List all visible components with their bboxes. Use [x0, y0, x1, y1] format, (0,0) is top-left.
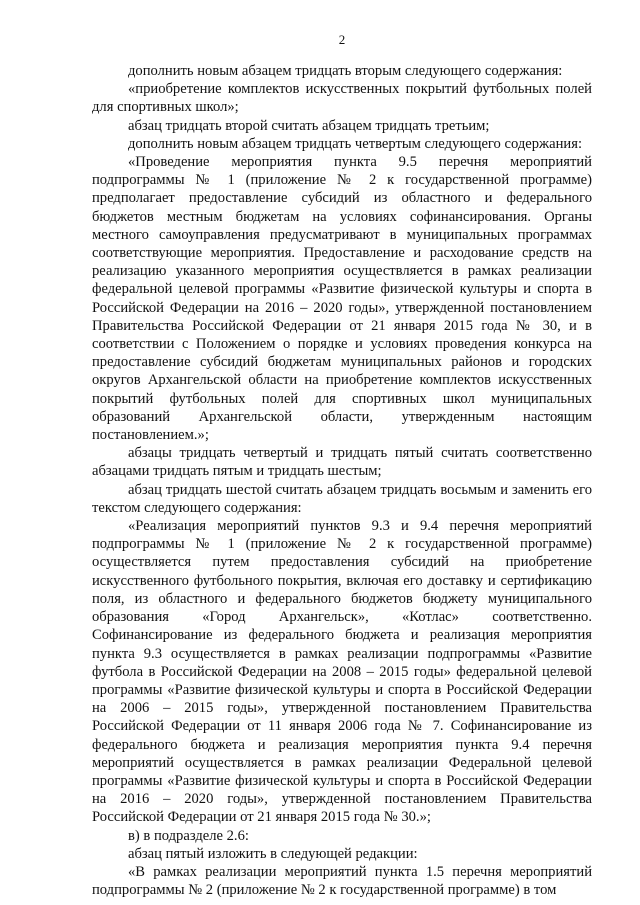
paragraph: абзац тридцать второй считать абзацем тридцать третьим; — [128, 117, 490, 134]
paragraph: абзацы тридцать четвертый и тридцать пятый считать соответственно абзацами тридцать пятым и тридцать шестым; — [92, 445, 592, 480]
paragraph: дополнить новым абзацем тридцать вторым следующего содержания: — [128, 63, 563, 79]
document-body — [92, 62, 592, 899]
paragraph: в) в подразделе 2.6: — [128, 827, 249, 844]
paragraph: «приобретение комплектов искусственных покрытий футбольных полей для спортивных школ»; — [92, 81, 592, 116]
paragraph: «В рамках реализации мероприятий пункта 1.5 перечня мероприятий подпрограммы № 2 (приложение № 2 к государственной программе) в том — [92, 863, 592, 899]
paragraph: абзац пятый изложить в следующей редакции: — [128, 845, 418, 862]
page-number: 2 — [338, 32, 346, 47]
paragraph: дополнить новым абзацем тридцать четвертым следующего содержания: — [128, 135, 583, 152]
paragraph: абзац тридцать шестой считать абзацем тридцать восьмым и заменить его текстом следующего содержания: — [92, 481, 592, 516]
paragraph: «Реализация мероприятий пунктов 9.3 и 9.4 перечня мероприятий подпрограммы № 1 (приложение № 2 к государственной программе) осуществляется путем предоставления субсидий на приобретение искусственного футбольного покрытия, включая его доставку и сертификацию поля, из областного и федерального бюджетов бюджету муниципального образования «Город Архангельск», «Котлас» соответственно. Софинансирование из федерального бюджета и реализация мероприятия пункта 9.3 осуществляется в рамках реализации подпрограммы «Развитие футбола в Российской Федерации на 2008 – 2015 годы» федеральной целевой программы «Развитие физической культуры и спорта в Российской Федерации на 2006 – 2015 годы», утвержденной постановлением Правительства Российской Федерации от 11 января 2006 года № 7. Софинансирование из федерального бюджета и реализация мероприятия пункта 9.4 перечня мероприятий осуществляется в рамках реализации Федеральной целевой программы «Развитие физической культуры и спорта в Российской Федерации на 2016 – 2020 годы», утвержденной постановлением Правительства Российской Федерации от 21 января 2015 года № 30.»; — [92, 518, 592, 826]
paragraph: «Проведение мероприятия пункта 9.5 перечня мероприятий подпрограммы № 1 (приложение № 2 к государственной программе) предполагает предоставление субсидий из областного и федерального бюджетов местным бюджетам на условиях софинансирования. Органы местного самоуправления предусматривают в муниципальных программах соответствующие мероприятия. Предоставление и расходование средств на реализацию указанного мероприятия осуществляется в рамках реализации федеральной целевой программы «Развитие физической культуры и спорта в Российской Федерации на 2016 – 2020 годы», утвержденной постановлением Правительства Российской Федерации от 21 января 2015 года № 30, и в соответствии с Положением о порядке и условиях проведения конкурса на предоставление субсидий бюджетам муниципальных районов и городских округов Архангельской области на приобретение комплектов искусственных покрытий футбольных полей для спортивных школ муниципальных образований Архангельской области, утвержденным настоящим постановлением.»; — [92, 154, 592, 444]
